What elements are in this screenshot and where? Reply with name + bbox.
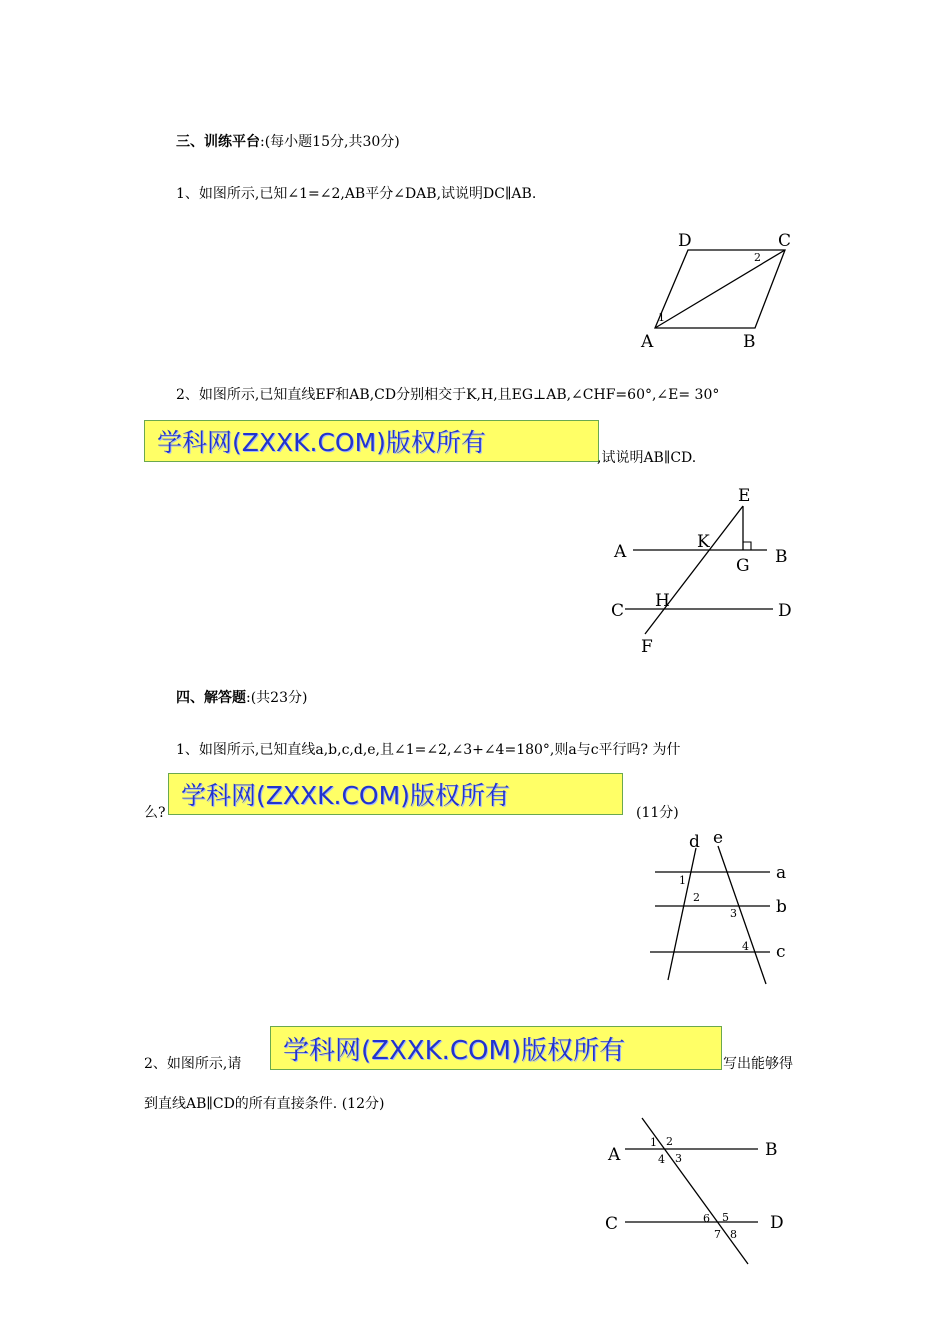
s3-q2-text-tail: ,试说明AB∥CD. xyxy=(597,450,697,466)
label-D: D xyxy=(678,231,692,251)
angle-1-label: 1 xyxy=(650,1136,657,1149)
parallelogram-figure xyxy=(630,228,800,358)
s4-q2-text-line2: 到直线AB∥CD的所有直接条件. (12分) xyxy=(144,1096,385,1112)
label-B: B xyxy=(775,547,788,567)
transversal-figure xyxy=(605,482,805,662)
angle-8-label: 8 xyxy=(730,1228,737,1241)
s4-q2-text-start: 2、如图所示,请 xyxy=(144,1056,242,1072)
section3-heading-note: :(每小题15分,共30分) xyxy=(260,134,400,150)
angle-4-label: 4 xyxy=(658,1153,665,1166)
label-C: C xyxy=(605,1214,619,1234)
angle-5-label: 5 xyxy=(722,1211,729,1224)
section3-heading: 三、训练平台 xyxy=(176,134,260,150)
label-B: B xyxy=(765,1140,778,1160)
section3-heading-line xyxy=(176,132,400,152)
s3-q2-text: 2、如图所示,已知直线EF和AB,CD分别相交于K,H,且EG⊥AB,∠CHF=60°,∠E= 30° xyxy=(176,387,720,403)
s3-q1-text: 1、如图所示,已知∠1=∠2,AB平分∠DAB,试说明DC∥AB. xyxy=(176,186,537,202)
label-D: D xyxy=(770,1213,784,1233)
section4-heading-line xyxy=(176,688,307,708)
label-K: K xyxy=(697,532,710,552)
section4-heading-note: :(共23分) xyxy=(246,690,308,706)
angle-2-label: 2 xyxy=(693,891,700,904)
angle-4-label: 4 xyxy=(742,940,749,953)
label-e: e xyxy=(713,828,724,848)
angle-1-label: 1 xyxy=(679,874,686,887)
label-a: a xyxy=(776,863,787,883)
angle-6-label: 6 xyxy=(703,1212,710,1225)
s4-q1-text-cont: 么? xyxy=(144,805,166,821)
section4-heading: 四、解答题 xyxy=(176,690,246,706)
label-F: F xyxy=(641,637,653,657)
label-d: d xyxy=(689,832,700,852)
s4-q1-points: (11分) xyxy=(636,805,679,821)
label-C: C xyxy=(778,231,792,251)
label-G: G xyxy=(736,556,750,576)
angle-2-label: 2 xyxy=(666,1135,673,1148)
angle-3-label: 3 xyxy=(730,907,737,920)
label-C: C xyxy=(611,601,625,621)
label-E: E xyxy=(738,486,751,506)
label-c: c xyxy=(776,942,786,962)
label-A: A xyxy=(608,1145,621,1165)
watermark-stamp-3: 学科网(ZXXK.COM)版权所有 xyxy=(270,1026,722,1070)
label-B: B xyxy=(743,332,756,352)
angle-1-label: 1 xyxy=(658,311,665,324)
label-b: b xyxy=(776,897,787,917)
label-D: D xyxy=(778,601,792,621)
label-A: A xyxy=(641,332,654,352)
five-lines-figure xyxy=(640,826,800,986)
watermark-stamp-2: 学科网(ZXXK.COM)版权所有 xyxy=(168,773,623,815)
eight-angles-figure xyxy=(600,1108,800,1278)
s4-q2-text-end: 写出能够得 xyxy=(723,1056,793,1072)
label-H: H xyxy=(655,591,670,611)
s4-q1-text: 1、如图所示,已知直线a,b,c,d,e,且∠1=∠2,∠3+∠4=180°,则a与c平行吗? 为什 xyxy=(176,742,681,758)
label-A: A xyxy=(614,542,627,562)
angle-2-label: 2 xyxy=(754,251,761,264)
watermark-stamp-1: 学科网(ZXXK.COM)版权所有 xyxy=(144,420,599,462)
angle-7-label: 7 xyxy=(714,1228,721,1241)
angle-3-label: 3 xyxy=(675,1152,682,1165)
